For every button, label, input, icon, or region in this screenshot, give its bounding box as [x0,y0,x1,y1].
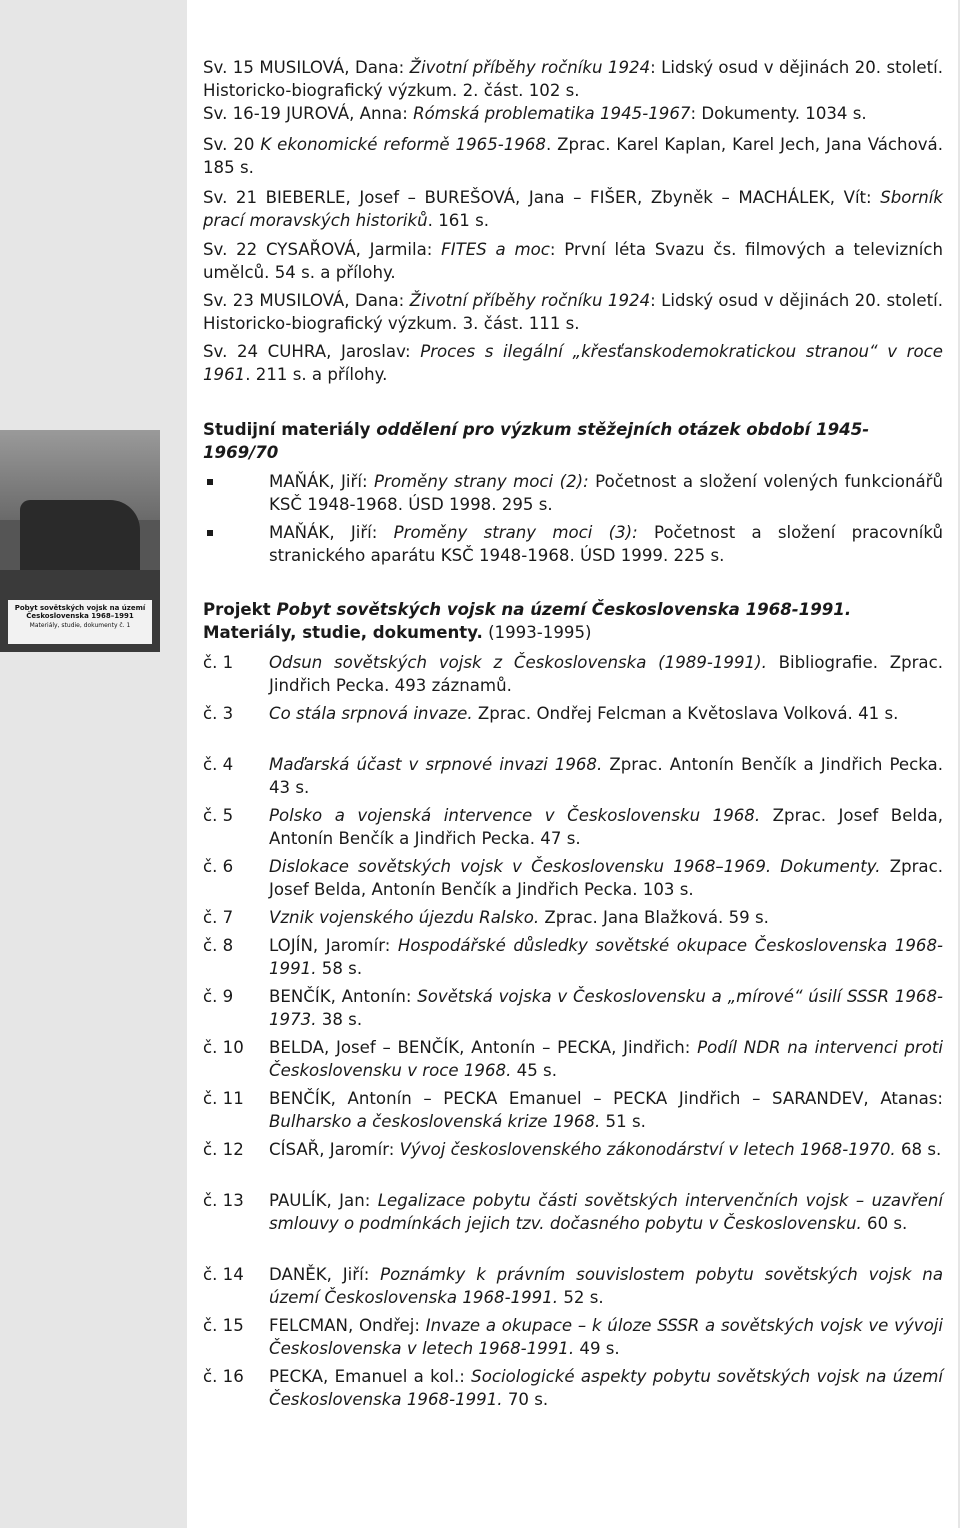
project-item [203,1138,943,1161]
item-rest: Početnost a složení pracovníků stranického aparátu KSČ 1948-1968. ÚSD 1999. 225 s. [269,523,943,565]
project-item [203,804,943,850]
cover-title: Pobyt sovětských vojsk na území Československa 1968–1991 [14,604,146,620]
book-cover-image [0,430,160,652]
document-page [187,0,958,1528]
project-item [203,906,943,929]
item-title: Poznámky k právním souvislostem pobytu sovětských vojsk na území Československa 1968-1991. [269,1265,943,1307]
entry-rest: : Dokumenty. 1034 s. [690,104,867,123]
sv-entry [203,289,943,335]
entry-title: Sborník prací moravských historiků [203,188,944,230]
item-author: PECKA, Emanuel a kol.: [269,1367,472,1386]
item-title: Invaze a okupace – k úloze SSSR a sovětských vojsk ve vývoji Československa v letech 1968-1991. [269,1316,943,1358]
item-rest: 45 s. [511,1061,557,1080]
item-title: Proměny strany moci (2): [374,472,589,491]
item-title: Co stála srpnová invaze. [269,704,473,723]
project-item [203,1087,943,1133]
study-heading [203,418,943,464]
item-title: Vznik vojenského újezdu Ralsko. [269,908,540,927]
entry-title: Životní příběhy ročníku 1924 [409,291,651,310]
item-author: MAŇÁK, Jiří: [269,523,378,542]
item-rest: Zprac. Antonín Benčík a Jindřich Pecka. 43 s. [269,755,943,797]
item-number: č. 13 [203,1191,244,1210]
project-item [203,985,943,1031]
sv-entry [203,56,943,102]
entry-title: FITES a moc [441,240,550,259]
project-item [203,1314,943,1360]
entry-rest: : První léta Svazu čs. filmových a televizních umělců. 54 s. a přílohy. [203,240,943,282]
entry-title: Rómská problematika 1945-1967 [413,104,691,123]
study-item [203,470,943,516]
item-author: LOJÍN, Jaromír: [269,936,398,955]
entry-title: Proces s ilegální „křesťanskodemokratickou stranou“ v roce 1961 [203,342,943,384]
sv-entry [203,186,943,232]
entry-author: CYSAŘOVÁ, Jarmila: [266,240,433,259]
item-rest: Zprac. Jana Blažková. 59 s. [539,908,769,927]
project-heading-c: Materiály, studie, dokumenty. [203,623,483,642]
item-number: č. 6 [203,857,234,876]
item-author: FELCMAN, Ondřej: [269,1316,426,1335]
item-author: CÍSAŘ, Jaromír: [269,1140,400,1159]
entry-rest: . 161 s. [427,211,490,230]
project-item [203,753,943,799]
entry-rest: : Lidský osud v dějinách 20. století. Historicko-biografický výzkum. 3. část. 111 s. [203,291,943,333]
project-item [203,651,943,697]
item-number: č. 5 [203,806,234,825]
entry-label: Sv. 20 [203,135,255,154]
item-author: BENČÍK, Antonín: [269,987,418,1006]
entry-label: Sv. 24 [203,342,259,361]
item-number: č. 4 [203,755,234,774]
entry-label: Sv. 23 [203,291,254,310]
entry-label: Sv. 21 [203,188,258,207]
item-number: č. 14 [203,1265,244,1284]
item-rest: 38 s. [316,1010,363,1029]
item-title: Odsun sovětských vojsk z Československa (1989-1991). [269,653,767,672]
item-number: č. 9 [203,987,234,1006]
project-item [203,1189,943,1235]
item-title: Dislokace sovětských vojsk v Československu 1968–1969. Dokumenty. [269,857,881,876]
item-title: Legalizace pobytu části sovětských intervenčních vojsk – uzavření smlouvy o podmínkách jejich tzv. dočasného pobytu v Československu. [269,1191,943,1233]
item-title: Polsko a vojenská intervence v Československu 1968. [269,806,761,825]
item-title: Proměny strany moci (3): [393,523,638,542]
project-item [203,934,943,980]
cover-subtitle: Materiály, studie, dokumenty č. 1 [29,622,131,629]
project-years: (1993-1995) [482,623,592,642]
sv-entry [203,102,943,125]
item-rest: Zprac. Ondřej Felcman a Květoslava Volková. 41 s. [472,704,899,723]
item-rest: Bibliografie. Zprac. Jindřich Pecka. 493 záznamů. [269,653,944,695]
project-item [203,1263,943,1309]
entry-rest: : Lidský osud v dějinách 20. století. Historicko-biografický výzkum. 2. část. 102 s. [203,58,943,100]
project-item [203,702,943,725]
sv-entry [203,238,943,284]
entry-label: Sv. 15 [203,58,254,77]
item-rest: 68 s. [895,1140,942,1159]
study-item [203,521,943,567]
entry-title: K ekonomické reformě 1965-1968 [260,135,546,154]
study-heading-b: oddělení pro výzkum stěžejních otázek období 1945-1969/70 [203,420,870,462]
project-heading-a: Projekt [203,600,277,619]
sv-entry [203,340,943,386]
item-author: BENČÍK, Antonín – PECKA Emanuel – PECKA Jindřich – SARANDEV, Atanas: [269,1089,943,1108]
item-number: č. 1 [203,653,234,672]
item-number: č. 11 [203,1089,244,1108]
project-item [203,855,943,901]
entry-author: MUSILOVÁ, Dana: [259,58,405,77]
entry-author: BIEBERLE, Josef – BUREŠOVÁ, Jana – FIŠER, Zbyněk – MACHÁLEK, Vít: [265,188,872,207]
item-number: č. 15 [203,1316,244,1335]
item-rest: Zprac. Josef Belda, Antonín Benčík a Jindřich Pecka. 103 s. [269,857,943,899]
entry-rest: . 211 s. a přílohy. [245,365,388,384]
project-heading [203,598,943,644]
item-number: č. 16 [203,1367,244,1386]
item-rest: Zprac. Josef Belda, Antonín Benčík a Jindřich Pecka. 47 s. [269,806,943,848]
bullet-square-icon [207,530,213,536]
entry-label: Sv. 22 [203,240,258,259]
item-title: Maďarská účast v srpnové invazi 1968. [269,755,603,774]
item-number: č. 3 [203,704,234,723]
sv-entry [203,133,943,179]
cover-caption [8,600,152,644]
entry-title: Životní příběhy ročníku 1924 [409,58,651,77]
item-rest: 58 s. [316,959,363,978]
item-title: Hospodářské důsledky sovětské okupace Československa 1968-1991. [269,936,943,978]
item-title: Podíl NDR na intervenci proti Československu v roce 1968. [269,1038,943,1080]
item-author: PAULÍK, Jan: [269,1191,378,1210]
item-number: č. 12 [203,1140,244,1159]
left-margin-band [0,0,187,1528]
item-rest: 60 s. [861,1214,908,1233]
item-title: Bulharsko a československá krize 1968. [269,1112,601,1131]
item-rest: 52 s. [558,1288,604,1307]
project-heading-b: Pobyt sovětských vojsk na území Československa 1968-1991. [276,600,852,619]
entry-label: Sv. 16-19 [203,104,281,123]
item-author: DANĚK, Jiří: [269,1265,381,1284]
item-title: Sovětská vojska v Československu a „mírové“ úsilí SSSR 1968-1973. [269,987,943,1029]
study-heading-a: Studijní materiály [203,420,377,439]
project-item [203,1036,943,1082]
bullet-square-icon [207,479,213,485]
entry-rest: . Zprac. Karel Kaplan, Karel Jech, Jana Váchová. 185 s. [203,135,943,177]
item-number: č. 10 [203,1038,244,1057]
item-title: Vývoj československého zákonodárství v letech 1968-1970. [399,1140,896,1159]
item-number: č. 8 [203,936,234,955]
item-rest: Početnost a složení volených funkcionářů KSČ 1948-1968. ÚSD 1998. 295 s. [269,472,943,514]
item-author: BELDA, Josef – BENČÍK, Antonín – PECKA, Jindřich: [269,1038,698,1057]
item-number: č. 7 [203,908,234,927]
entry-author: JUROVÁ, Anna: [286,104,408,123]
item-rest: 49 s. [574,1339,620,1358]
project-item [203,1365,943,1411]
entry-author: MUSILOVÁ, Dana: [259,291,405,310]
item-title: Sociologické aspekty pobytu sovětských vojsk na území Československa 1968-1991. [269,1367,943,1409]
item-rest: 51 s. [600,1112,646,1131]
item-rest: 70 s. [502,1390,549,1409]
entry-author: CUHRA, Jaroslav: [267,342,411,361]
tank-icon [20,500,140,580]
item-author: MAŇÁK, Jiří: [269,472,368,491]
